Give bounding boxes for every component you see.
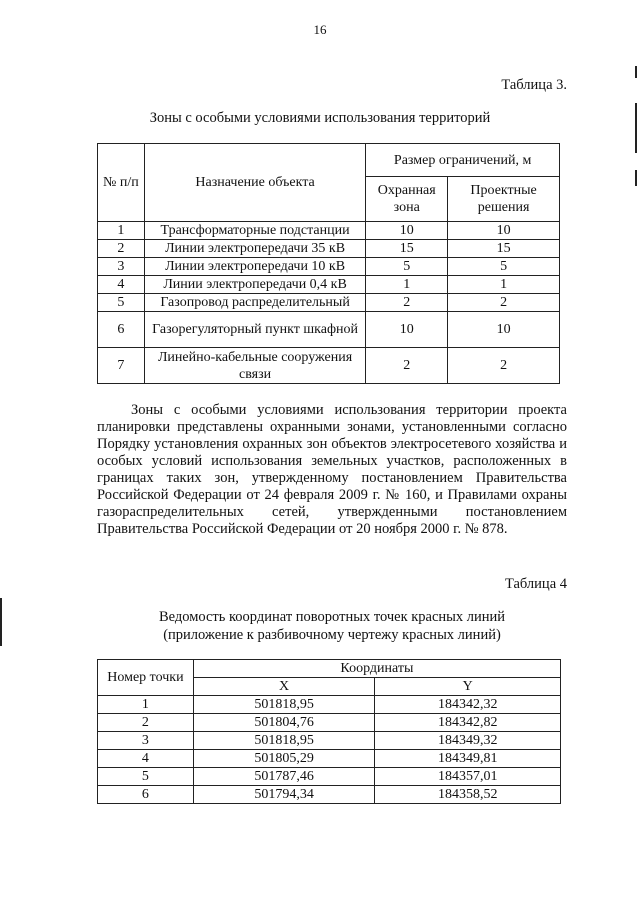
row-design: 2 xyxy=(448,294,560,312)
row-zone: 10 xyxy=(366,222,448,240)
header-design: Проектные решения xyxy=(448,177,560,222)
point-y: 184358,52 xyxy=(375,786,561,804)
point-num: 2 xyxy=(98,714,194,732)
point-num: 4 xyxy=(98,750,194,768)
point-num: 6 xyxy=(98,786,194,804)
restricted-zones-table xyxy=(97,143,560,384)
table4-title-line2: (приложение к разбивочному чертежу красных линий) xyxy=(163,627,501,643)
header-size: Размер ограничений, м xyxy=(366,144,560,177)
zones-paragraph xyxy=(97,402,567,538)
row-design: 10 xyxy=(448,312,560,348)
point-y: 184342,82 xyxy=(375,714,561,732)
table3-label: Таблица 3. xyxy=(501,77,567,93)
row-num: 2 xyxy=(98,240,145,258)
scan-mark xyxy=(635,66,637,78)
table-row xyxy=(98,294,560,312)
point-x: 501818,95 xyxy=(193,732,375,750)
point-x: 501787,46 xyxy=(193,768,375,786)
table4-title-line1: Ведомость координат поворотных точек красных линий xyxy=(158,609,506,625)
row-name: Линии электропередачи 0,4 кВ xyxy=(144,276,365,294)
point-num: 5 xyxy=(98,768,194,786)
coordinates-table xyxy=(97,659,561,804)
point-num: 1 xyxy=(98,696,194,714)
table-row xyxy=(98,276,560,294)
point-x: 501804,76 xyxy=(193,714,375,732)
header-x: X xyxy=(193,678,375,696)
point-x: 501805,29 xyxy=(193,750,375,768)
table-row xyxy=(98,732,561,750)
row-zone: 1 xyxy=(366,276,448,294)
row-num: 7 xyxy=(98,348,145,384)
point-y: 184357,01 xyxy=(375,768,561,786)
row-name: Линейно-кабельные сооружения связи xyxy=(144,348,365,384)
row-zone: 15 xyxy=(366,240,448,258)
row-zone: 2 xyxy=(366,348,448,384)
header-point: Номер точки xyxy=(98,660,194,696)
row-num: 4 xyxy=(98,276,145,294)
scan-mark xyxy=(635,170,637,186)
row-num: 6 xyxy=(98,312,145,348)
table-row xyxy=(98,786,561,804)
table3-title: Зоны с особыми условиями использования территорий xyxy=(149,110,491,126)
row-design: 15 xyxy=(448,240,560,258)
point-y: 184349,32 xyxy=(375,732,561,750)
paragraph-text: Зоны с особыми условиями использования территории проекта планировки представлены охранными зонами, установленными согласно Порядку установления охранных зон объектов электросетевого хозяйства и особых условий использования земельных участков, расположенных в границах таких зон, утвержденному постановлением Правительства Российской Федерации от 24 февраля 2009 г. № 160, и Правилами охраны газораспределительных сетей, утвержденными постановлением Правительства Российской Федерации от 20 ноября 2000 г. № 878. xyxy=(97,402,567,537)
header-protected-zone: Охранная зона xyxy=(366,177,448,222)
header-num: № п/п xyxy=(98,144,145,222)
row-num: 5 xyxy=(98,294,145,312)
point-x: 501818,95 xyxy=(193,696,375,714)
point-y: 184349,81 xyxy=(375,750,561,768)
table4-label: Таблица 4 xyxy=(504,576,567,592)
row-name: Газопровод распределительный xyxy=(144,294,365,312)
row-num: 3 xyxy=(98,258,145,276)
point-x: 501794,34 xyxy=(193,786,375,804)
point-y: 184342,32 xyxy=(375,696,561,714)
table-row xyxy=(98,348,560,384)
row-name: Газорегуляторный пункт шкафной xyxy=(144,312,365,348)
row-name: Линии электропередачи 35 кВ xyxy=(144,240,365,258)
table4-title xyxy=(97,608,567,644)
header-purpose: Назначение объекта xyxy=(144,144,365,222)
table-row xyxy=(98,258,560,276)
table-row xyxy=(98,768,561,786)
row-zone: 10 xyxy=(366,312,448,348)
table-row xyxy=(98,312,560,348)
row-name: Линии электропередачи 10 кВ xyxy=(144,258,365,276)
row-design: 2 xyxy=(448,348,560,384)
row-zone: 5 xyxy=(366,258,448,276)
header-coords: Координаты xyxy=(193,660,560,678)
table-row xyxy=(98,714,561,732)
row-design: 10 xyxy=(448,222,560,240)
table-row xyxy=(98,222,560,240)
row-num: 1 xyxy=(98,222,145,240)
row-zone: 2 xyxy=(366,294,448,312)
point-num: 3 xyxy=(98,732,194,750)
page-number: 16 xyxy=(313,22,327,37)
row-design: 5 xyxy=(448,258,560,276)
table-row xyxy=(98,240,560,258)
row-design: 1 xyxy=(448,276,560,294)
scan-mark xyxy=(635,103,637,153)
header-y: Y xyxy=(375,678,561,696)
table-row xyxy=(98,750,561,768)
row-name: Трансформаторные подстанции xyxy=(144,222,365,240)
scan-mark xyxy=(0,598,2,646)
table-row xyxy=(98,696,561,714)
